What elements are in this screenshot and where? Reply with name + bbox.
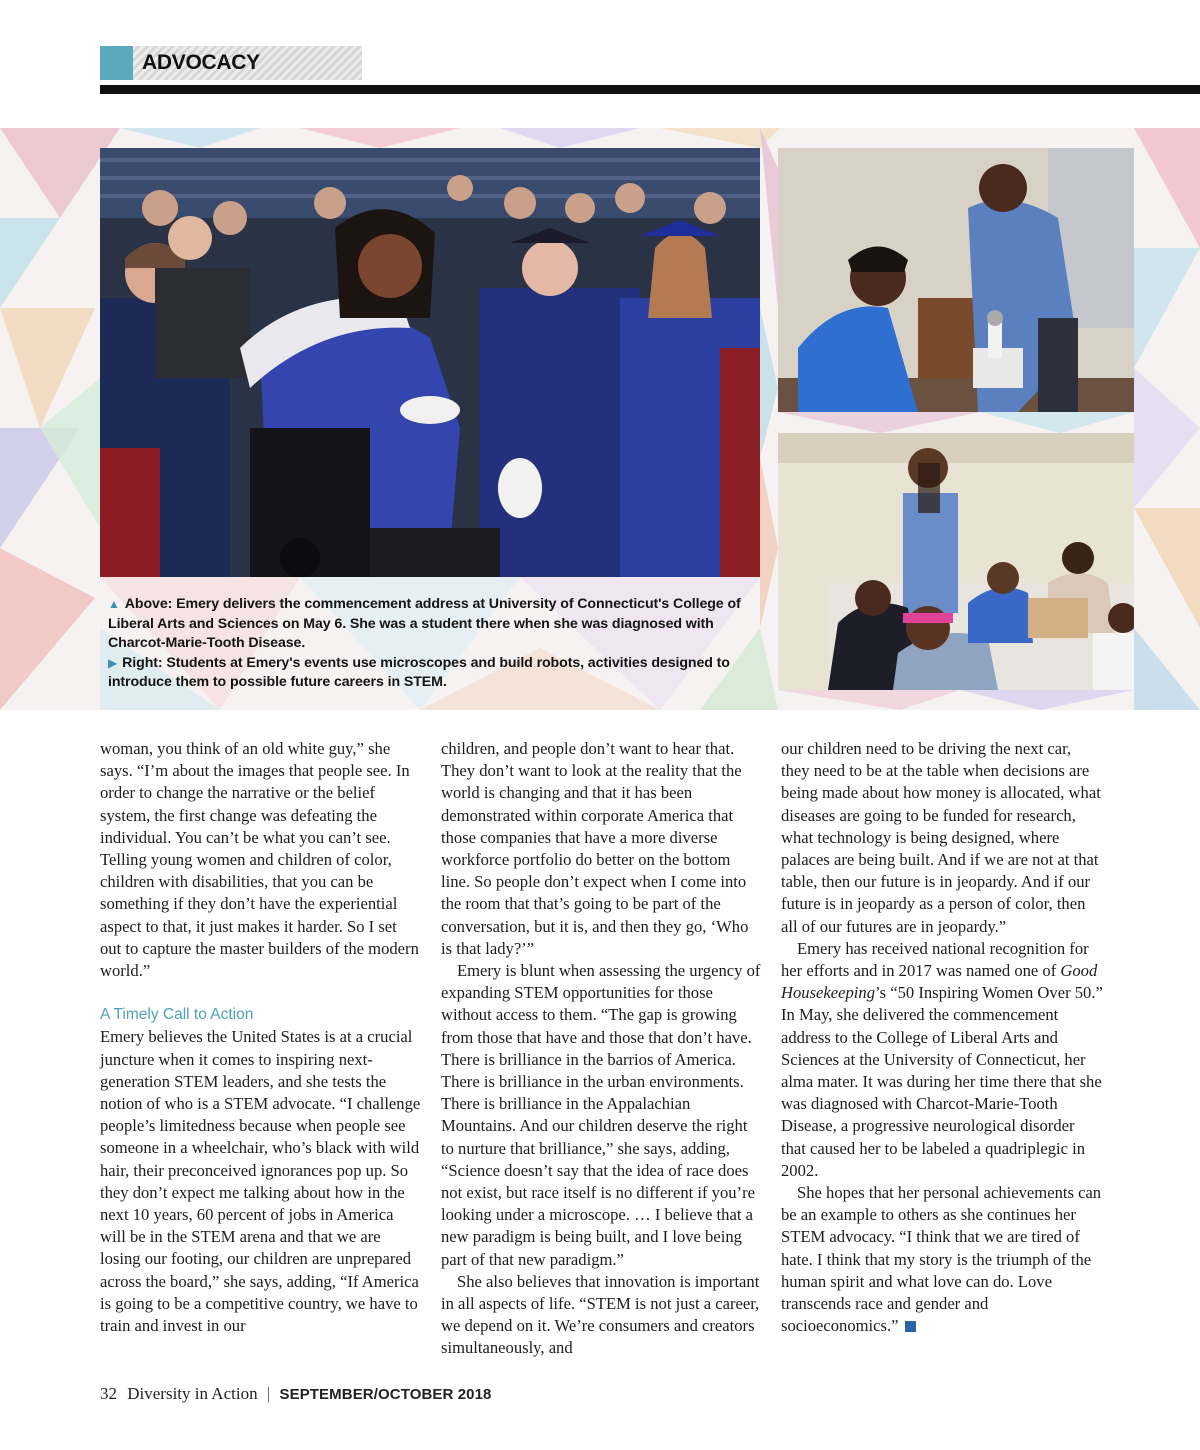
paragraph	[781, 938, 1103, 1182]
paragraph-text: ’s “50 Inspiring Women Over 50.” In May, she delivered the commencement address to the College of Liberal Arts and Sciences at the University of Connecticut, her alma mater. It was during her time there that she was diagnosed with Charcot-Marie-Tooth Disease, a progressive neurological disorder that caused her to be labeled a quadriplegic in 2002.	[781, 983, 1103, 1180]
caption-above	[108, 595, 758, 654]
triangle-up-icon: ▲	[108, 597, 120, 611]
photo-band	[0, 128, 1200, 710]
microscope-photo	[778, 148, 1134, 412]
end-mark-icon	[905, 1321, 916, 1332]
paragraph: Emery believes the United States is at a crucial juncture when it comes to inspiring next-generation STEM leaders, and she tests the notion of who is a STEM advocate. “I challenge people’s limitedness because when people see someone in a wheelchair, who’s black with wild hair, their preconceived ignorances pop up. So they don’t expect me talking about how in the next 10 years, 60 percent of jobs in America will be in the STEM arena and that we are losing our footing, our children are unprepared across the board,” she says, adding, “If America is going to be a competitive country, we have to train and invest in our	[100, 1027, 421, 1336]
footer-separator: |	[266, 1384, 271, 1403]
article-column-2	[441, 738, 763, 1360]
robot-building-photo	[778, 433, 1134, 690]
paragraph: children, and people don’t want to hear that. They don’t want to look at the reality that the world is changing and that it has been demonstrated within corporate America that those companies that have a more diverse workforce portfolio do better on the bottom line. So people don’t expect when I come into the room that that’s going to be part of the conversation, but it is, and then they go, ‘Who is that lady?’”	[441, 739, 749, 958]
issue-date: SEPTEMBER/OCTOBER 2018	[279, 1386, 492, 1403]
publication-title: Good Housekeeping	[781, 961, 1098, 1003]
paragraph: She also believes that innovation is important in all aspects of life. “STEM is not just a career, we depend on it. We’re consumers and creators simultaneously, and	[441, 1271, 760, 1358]
section-label: ADVOCACY	[142, 51, 260, 74]
caption-right-text: Right: Students at Emery's events use microscopes and build robots, activities designed to introduce them to possible future careers in STEM.	[108, 654, 730, 690]
section-accent-square	[100, 46, 133, 80]
article-column-3	[781, 738, 1103, 1337]
photo-captions	[108, 595, 758, 693]
paragraph	[781, 1182, 1103, 1337]
commencement-photo	[100, 148, 760, 577]
caption-above-text: Above: Emery delivers the commencement address at University of Connecticut's College of Liberal Arts and Sciences on May 6. She was a student there when she was diagnosed with Charcot-Marie-Tooth Disease.	[108, 596, 741, 651]
paragraph-text: Emery has received national recognition for her efforts and in 2017 was named one of	[781, 938, 1089, 981]
subhead: A Timely Call to Action	[100, 1006, 254, 1024]
triangle-right-icon: ▶	[108, 655, 118, 670]
page-number: 32	[100, 1384, 117, 1403]
article-column-1	[100, 738, 422, 1337]
paragraph-text: She hopes that her personal achievements can be an example to others as she continues her STEM advocacy. “I think that we are tired of hate. I think that my story is the triumph of the human spirit and what love can do. Love transcends race and gender and socioeconomics.”	[781, 1183, 1102, 1336]
caption-right	[108, 654, 758, 693]
page-footer	[100, 1383, 491, 1406]
paragraph: woman, you think of an old white guy,” she says. “I’m about the images that people see. In order to change the narrative or the belief system, the first change was defeating the individual. You can’t be what you can’t see. Telling young women and children of color, children with disabilities, that you can be something if they don’t have the experiential aspect to that, it just makes it harder. So I set out to capture the master builders of the modern world.”	[100, 739, 419, 981]
section-header	[100, 46, 1200, 96]
publication-name: Diversity in Action	[127, 1384, 258, 1403]
header-rule	[100, 85, 1200, 94]
paragraph: our children need to be driving the next car, they need to be at the table when decisions are being made about how money is allocated, what diseases are going to be funded for research, what technology is being designed, where palaces are being built. And if we are not at that table, then our future is in jeopardy. And if our future is in jeopardy as a person of color, then all of our futures are in jeopardy.”	[781, 739, 1101, 936]
paragraph: Emery is blunt when assessing the urgency of expanding STEM opportunities for those without access to them. “The gap is growing from those that have and those that don’t have. There is brilliance in the barrios of America. There is brilliance in the urban environments. There is brilliance in the Appalachian Mountains. And our children deserve the right to nurture that brilliance,” she says, adding, “Science doesn’t say that the idea of race does not exist, but race itself is no different if you’re looking under a microscope. … I believe that a new paradigm is being built, and I love being part of that new paradigm.”	[441, 961, 761, 1269]
